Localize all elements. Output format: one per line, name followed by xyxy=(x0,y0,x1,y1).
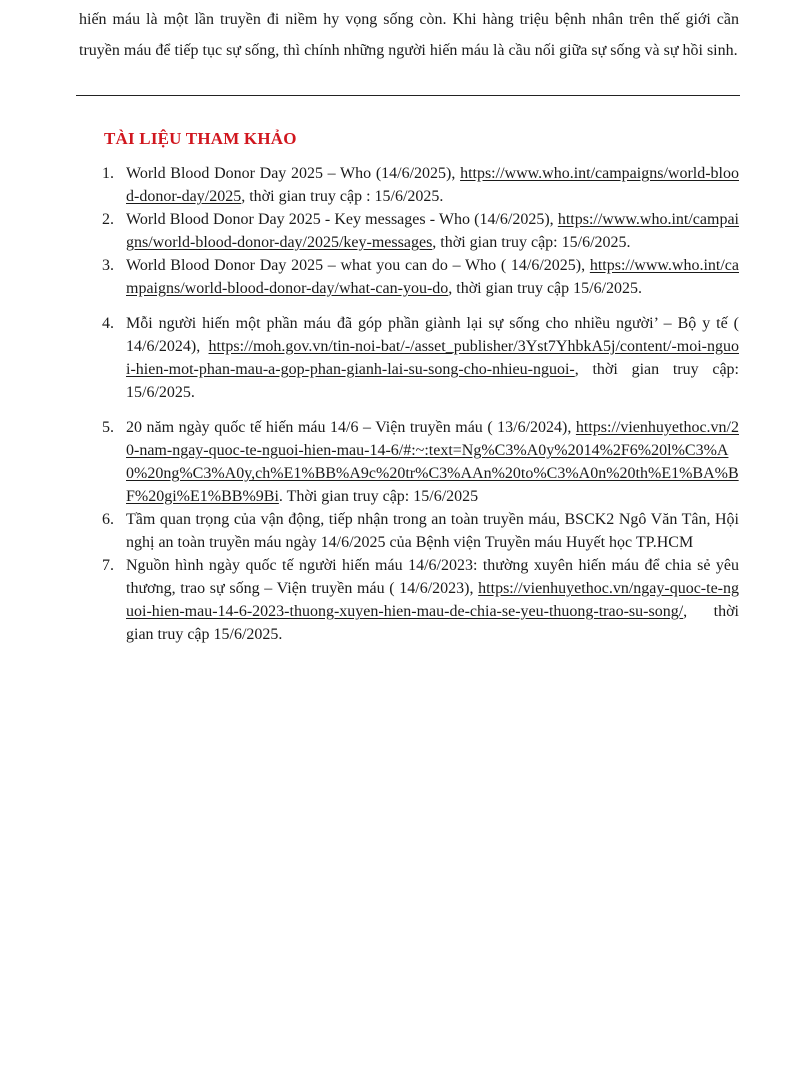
reference-number: 3. xyxy=(102,257,114,274)
reference-item xyxy=(102,208,739,254)
reference-number: 5. xyxy=(102,419,114,436)
reference-text: World Blood Donor Day 2025 - Key messages - Who (14/6/2025), xyxy=(126,211,558,228)
reference-text: World Blood Donor Day 2025 – what you can do – Who ( 14/6/2025), xyxy=(126,257,590,274)
reference-item xyxy=(102,312,739,404)
reference-item xyxy=(102,162,739,208)
reference-number: 2. xyxy=(102,211,114,228)
reference-link[interactable]: https://moh.gov.vn/tin-noi-bat/-/asset_publisher/3Yst7YhbkA5j/content/-moi-nguoi-hien-mot-phan-mau-a-gop-phan-gianh-lai-su-song-cho-nhieu-nguoi- xyxy=(126,338,739,378)
reference-text: Mỗi người hiến một phần máu đã góp phần giành lại sự sống cho nhiều người’ – Bộ y tế ( 14/6/2024), xyxy=(126,315,739,355)
reference-number: 4. xyxy=(102,315,114,332)
reference-access-date: , thời gian truy cập 15/6/2025. xyxy=(126,603,739,643)
reference-link[interactable]: https://www.who.int/campaigns/world-blood-donor-day/2025/key-messages xyxy=(126,211,739,251)
reference-item xyxy=(102,554,739,646)
reference-access-date: , thời gian truy cập 15/6/2025. xyxy=(448,280,643,297)
reference-link[interactable]: https://www.who.int/campaigns/world-blood-donor-day/2025 xyxy=(126,165,739,205)
references-heading: TÀI LIỆU THAM KHẢO xyxy=(104,129,297,148)
reference-number: 6. xyxy=(102,511,114,528)
reference-number: 1. xyxy=(102,165,114,182)
reference-access-date: , thời gian truy cập: 15/6/2025. xyxy=(432,234,631,251)
reference-access-date: . Thời gian truy cập: 15/6/2025 xyxy=(278,488,479,505)
reference-item xyxy=(102,254,739,300)
reference-item xyxy=(102,508,739,554)
intro-paragraph xyxy=(79,4,739,66)
reference-text: World Blood Donor Day 2025 – Who (14/6/2025), xyxy=(126,165,461,182)
reference-item xyxy=(102,416,739,508)
reference-link[interactable]: https://vienhuyethoc.vn/20-nam-ngay-quoc-te-nguoi-hien-mau-14-6/#:~:text=Ng%C3%A0y%2014%2F6%20l%C3%A0%20ng%C3%A0y,ch%E1%BB%A9c%20tr%C3%AAn%20to%C3%A0n%20th%E1%BA%BF%20gi%E1%BB%9Bi xyxy=(126,419,739,505)
reference-text: 20 năm ngày quốc tế hiến máu 14/6 – Viện truyền máu ( 13/6/2024), xyxy=(126,419,576,436)
section-divider xyxy=(76,95,740,96)
reference-access-date: , thời gian truy cập : 15/6/2025. xyxy=(241,188,444,205)
reference-text: Nguồn hình ngày quốc tế người hiến máu 14/6/2023: thường xuyên hiến máu để chia sẻ yêu thương, trao sự sống – Viện truyền máu ( 14/6/2023), xyxy=(126,557,739,597)
reference-link[interactable]: https://vienhuyethoc.vn/ngay-quoc-te-nguoi-hien-mau-14-6-2023-thuong-xuyen-hien-mau-de-chia-se-yeu-thuong-trao-su-song/ xyxy=(126,580,739,620)
reference-link[interactable]: https://www.who.int/campaigns/world-blood-donor-day/what-can-you-do xyxy=(126,257,739,297)
reference-access-date: , thời gian truy cập: 15/6/2025. xyxy=(126,361,739,401)
reference-text: Tầm quan trọng của vận động, tiếp nhận trong an toàn truyền máu, BSCK2 Ngô Văn Tân, Hội nghị an toàn truyền máu ngày 14/6/2025 của Bệnh viện Truyền máu Huyết học TP.HCM xyxy=(126,511,739,551)
reference-number: 7. xyxy=(102,557,114,574)
intro-text: hiến máu là một lần truyền đi niềm hy vọng sống còn. Khi hàng triệu bệnh nhân trên thế giới cần truyền máu để tiếp tục sự sống, thì chính những người hiến máu là cầu nối giữa sự sống và sự hồi sinh. xyxy=(79,11,739,59)
references-list xyxy=(102,162,739,646)
